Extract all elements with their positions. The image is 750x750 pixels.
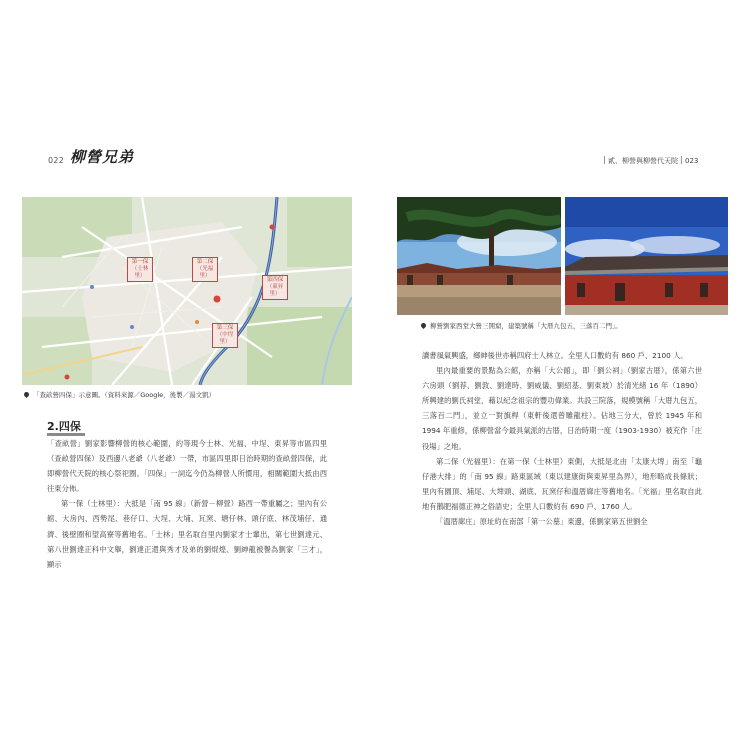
left-body-text xyxy=(47,436,327,572)
photo-brick-house xyxy=(565,197,728,315)
paragraph: 第一保（士林里）：大抵是「南 95 線」（新營－柳營）路西一帶重屬之；里內有公館、大房內、西勢尾、巷仔口、大埕、大埔、瓦窯、塘仔林、頭仔底、林茂埔仔、通濟、後壁圈和望高寮等舊地名。「士林」里名取自里內劉家才士輩出，第七世劉達元、第八世劉達正科中文舉，劉達正還與秀才及弟的劉焜煌、劉紳龍被譽為劉家「三才」，顯示 xyxy=(47,499,327,569)
photo-caption: 柳營劉家西堂大營三開窟，建築號稱「大厝九包五，三落百二門」。 xyxy=(421,321,622,330)
map-caption: 「查畝營四保」示意圖。（資料來源／Google，後製／湯文凱） xyxy=(24,390,215,399)
map-label-baosheng-4: 第四保（東昇里） xyxy=(262,275,288,300)
book-logo: 柳營兄弟 xyxy=(70,148,135,166)
map-graphic xyxy=(22,197,352,385)
right-page xyxy=(375,0,750,750)
map-pin-icon xyxy=(23,391,30,398)
section-heading: 2.四保 xyxy=(47,418,81,434)
photo-pin-icon xyxy=(420,322,427,329)
page-number-right: 023 xyxy=(685,157,699,165)
paragraph: 「溫厝廍庄」原址約在南部「第一公墓」東邊，係劉家第五世劉全 xyxy=(436,517,648,527)
map-label-baosheng-3: 第三保（中埕里） xyxy=(212,323,238,348)
map-label-baosheng-1: 第一保（士林里） xyxy=(127,257,153,282)
photo-courtyard xyxy=(397,197,561,315)
running-head: 貳、柳營與柳營代天院 023 xyxy=(601,156,698,166)
paragraph: 讀書風氣興盛，鄉紳後世亦稱四府士人林立。全里人口數約有 860 戶、2100 人。 xyxy=(422,351,688,360)
paragraph: 「查畝營」劉家影響柳營的核心範圍，約等現今士林、光福、中埕、東昇等市區四里（查畝營四保）及西邊八老爺（八老爺）一帶，市區四里即日治時期的查畝營四保，此即柳營代天院的核心祭祀圈。「四保」一詞迄今仍為柳營人所慣用，相關範圍大抵由西往東分佈。 xyxy=(47,439,327,494)
paragraph: 里內最重要的景點為公館，亦稱「大公館」，即「劉公祠」（劉家古厝），係第六世六房頭（劉荐、劉敦、劉達時、劉威儀、劉紹基、劉東坡）於清光緒 16 年（1890）所興建的劉氏祠堂，藉以紀念祖宗的豐功偉業。共設三院落，規模號稱「大厝九包五，三落百二門」，並立一對旗桿（東軒後還曾雕龍柱）。佔地三分大，曾於 1945 年和 1994 年重修，係柳營當今最具氣派的古厝，日治時期一度（1903-1930）被充作「庄役場」之地。 xyxy=(422,366,702,451)
paragraph: 第二保（光福里）：在第一保（士林里）東側，大抵是北由「太康大埤」南至「龜仔港大排」的「南 95 線」路東區域（東以建康街與東昇里為界），地形略成長條狀；里內有園頂、埔尾、大埤頭、湖底、瓦窯仔和溫厝廍庄等舊地名。「光福」里名取自此地有鵝肥福德正神之俗語史；全里人口數約有 690 戶、1760 人。 xyxy=(422,456,702,511)
page-number-left: 022 xyxy=(48,156,65,165)
right-body-text xyxy=(422,348,702,529)
map-label-baosheng-2: 第二保（光福里） xyxy=(192,257,218,282)
map-figure xyxy=(22,197,352,385)
